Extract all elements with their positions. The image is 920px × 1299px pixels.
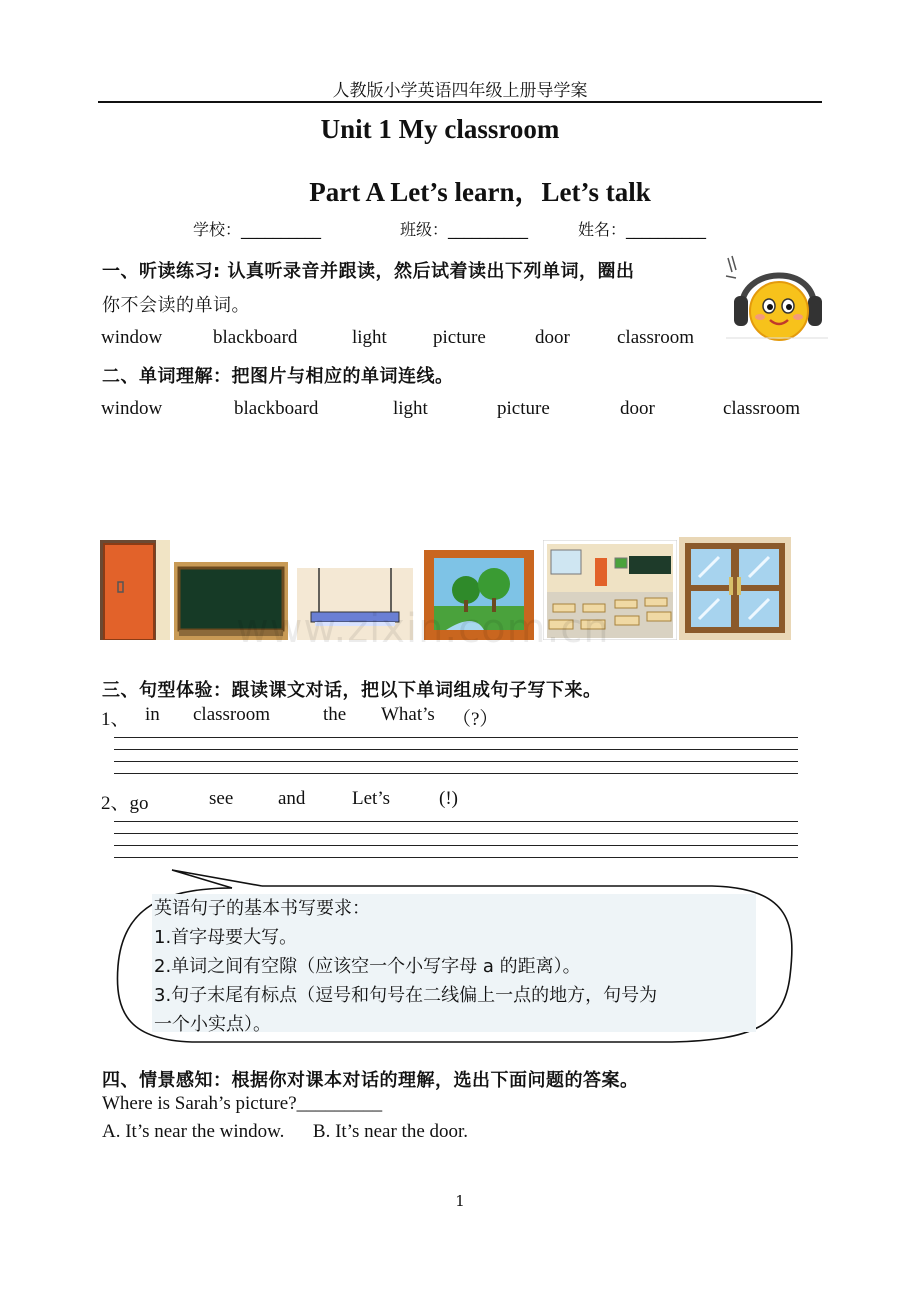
- class-field: 班级：__________: [400, 220, 529, 239]
- word-door: door: [620, 398, 655, 419]
- door-picture: [100, 540, 170, 640]
- section4-question: Where is Sarah’s picture?_________: [102, 1093, 383, 1114]
- window-picture: [679, 537, 791, 640]
- q1-word: What’s: [381, 704, 435, 725]
- part-title: Part A Let’s learn，Let’s talk: [309, 177, 651, 207]
- writing-line: [114, 821, 798, 822]
- section1-heading: 一、听读练习: 认真听录音并跟读，然后试着读出下列单词，圈出: [102, 261, 635, 282]
- bubble-rule-1: 1.首字母要大写。: [154, 927, 298, 948]
- section4-options: A. It’s near the window. B. It’s near the door.: [102, 1121, 469, 1142]
- word-classroom: classroom: [617, 327, 695, 348]
- unit-title: Unit 1 My classroom: [320, 114, 560, 144]
- word-picture: picture: [497, 398, 550, 419]
- writing-line: [114, 773, 798, 774]
- school-field: 学校：__________: [193, 220, 322, 239]
- writing-line: [114, 845, 798, 846]
- watermark: www.zixin.com.cn: [236, 606, 610, 652]
- question-1-number: 1、: [101, 709, 130, 730]
- bubble-title: 英语句子的基本书写要求：: [154, 898, 370, 919]
- q2-punctuation: (!): [439, 788, 458, 809]
- section2-heading: 二、单词理解：把图片与相应的单词连线。: [102, 366, 454, 387]
- section1-word-list: [0, 327, 920, 353]
- section4-heading: 四、情景感知：根据你对课本对话的理解，选出下面问题的答案。: [102, 1070, 639, 1091]
- section2-word-list: [0, 398, 920, 424]
- q1-word: in: [145, 704, 160, 725]
- q1-word: classroom: [193, 704, 271, 725]
- writing-tips-bubble: [112, 866, 796, 1048]
- word-blackboard: blackboard: [213, 327, 298, 348]
- writing-line: [114, 833, 798, 834]
- section1-heading-cont: 你不会读的单词。: [102, 295, 250, 316]
- question-1: [0, 704, 920, 728]
- word-window: window: [101, 398, 163, 419]
- header-rule: [98, 101, 822, 103]
- word-light: light: [393, 398, 428, 419]
- word-door: door: [535, 327, 570, 348]
- writing-line: [114, 737, 798, 738]
- section3-heading: 三、句型体验：跟读课文对话，把以下单词组成句子写下来。: [102, 680, 602, 701]
- question-2-number: 2、go: [101, 793, 149, 814]
- page-header: 人教版小学英语四年级上册导学案: [332, 81, 588, 101]
- name-field: 姓名：__________: [578, 220, 707, 239]
- word-blackboard: blackboard: [234, 398, 319, 419]
- q1-word: the: [323, 704, 347, 725]
- bubble-rule-3: 3.句子末尾有标点（逗号和句号在二线偏上一点的地方，句号为: [154, 985, 658, 1006]
- writing-line: [114, 761, 798, 762]
- q2-word: see: [209, 788, 234, 809]
- word-picture: picture: [433, 327, 486, 348]
- question-2: [0, 788, 920, 812]
- writing-line: [114, 857, 798, 858]
- bubble-rule-2: 2.单词之间有空隙（应该空一个小写字母 a 的距离）。: [154, 956, 581, 977]
- q2-word: and: [278, 788, 306, 809]
- q1-punctuation: （?）: [452, 709, 499, 730]
- writing-line: [114, 749, 798, 750]
- word-light: light: [352, 327, 387, 348]
- q2-word: Let’s: [352, 788, 390, 809]
- page-number: 1: [455, 1192, 465, 1210]
- word-classroom: classroom: [723, 398, 801, 419]
- word-window: window: [101, 327, 163, 348]
- bubble-rule-3-cont: 一个小实点）。: [154, 1014, 271, 1035]
